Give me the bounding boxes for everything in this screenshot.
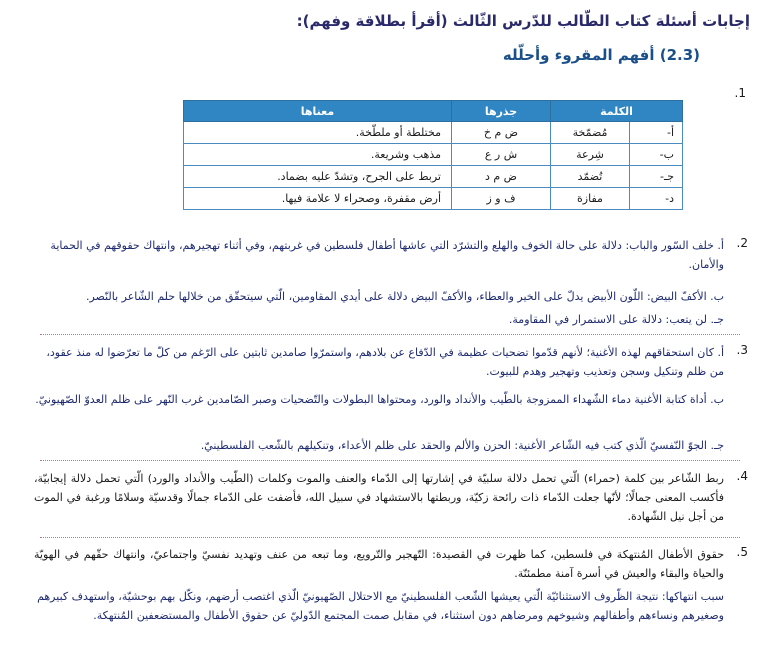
row-root: ض م د [452,166,551,188]
question-2-answer-b: ب. الأكفّ البيض: اللّون الأبيض يدلّ على الخير والعطاء، والأكفّ البيض دلالة على أيدي المقاومين، الّتي سيتحقّق من خلالها حلم الشّاعر بالنّصر. [85,290,724,303]
column-header-word: الكلمة [551,101,683,122]
table-row [184,122,683,144]
question-5-answer: حقوق الأطفال المُنتهكة في فلسطين، كما ظهرت في القصيدة: التّهجير والتّرويع، وما تبعه من عنف وتهديد نفسيّ واجتماعيّ، وانتهاك حقّهم في الهويّة والحياة والبقاء والعيش في أسرة آمنة مطمئنّة. [34,548,724,580]
question-3-answer-a: أ. كان استحقاقهم لهذه الأغنية؛ لأنهم قدّموا تضحيات عظيمة في الدّفاع عن بلادهم، واستمرّوا صامدين ثابتين على الرّغم من كلّ ما تعرّضوا له منذ عقود، من ظلم وتنكيل وسجن وتعذيب وتهجير وهدم للبيوت. [46,346,724,378]
row-meaning: مذهب وشريعة. [184,144,452,166]
question-2-answer-a: أ. خلف السّور والباب: دلالة على حالة الخوف والهلع والتشرّد التي عاشها أطفال فلسطين في غربتهم، وفي أثناء تهجيرهم، وانتهاك حقوقهم في الحماية والأمان. [50,239,724,271]
row-letter: د- [630,188,683,210]
table-row [184,144,683,166]
question-4-answer: ربط الشّاعر بين كلمة (حمراء) الّتي تحمل دلالة سلبيّة في إشارتها إلى الدّماء والعنف والموت وكلمات (الطّيب والأنداد والورد) الّتي تحمل دلالة إيجابيّة، فأكسب المعنى جمالًا؛ لأنّها جعلت الدّماء ذات رائحة زكيّة، وربطتها بالاستشهاد في سبيل الله، فأضفت على الدّماء جمالًا وقدسيّة وسلامًا ورغبة في الموت من أجل نيل الشّهادة. [34,472,724,523]
table-row [184,166,683,188]
question-4-number: 4. [736,469,748,483]
row-meaning: أرض مقفرة، وصحراء لا علامة فيها. [184,188,452,210]
question-5-reason: سبب انتهاكها: نتيجة الظّروف الاستثنائيّة الّتي يعيشها الشّعب الفلسطينيّ مع الاحتلال الصّهيونيّ الّذي اغتصب أرضهم، ونكّل بهم بوحشيّة، واستهدف كبيرهم وصغيرهم ونساءهم وأطفالهم وشيوخهم ومرضاهم دون استثناء، في مقابل صمت المجتمع الدّوليّ عن حقوق الأطفال والمستضعفين المُنتهكة. [37,590,724,622]
row-letter: أ- [630,122,683,144]
row-word: شِرعة [551,144,630,166]
question-2-number: 2. [736,236,748,250]
divider [40,334,740,335]
question-2-answer-c: جـ. لن يتعب: دلالة على الاستمرار في المقاومة. [508,313,724,326]
row-root: ش ر ع [452,144,551,166]
question-5-number: 5. [736,545,748,559]
divider [40,460,740,461]
row-word: مفازة [551,188,630,210]
table-header-row [184,101,683,122]
column-header-meaning: معناها [184,101,452,122]
section-title: (2.3) أفهم المقروء وأحلّله [502,46,700,64]
row-meaning: مختلطة أو ملطّخة. [184,122,452,144]
row-letter: ب- [630,144,683,166]
divider [40,537,740,538]
question-1-number: 1. [734,86,746,100]
question-3-answer-b: ب. أداة كتابة الأغنية دماء الشّهداء الممزوجة بالطّيب والأنداد والورد، ومحتواها البطولات والتّضحيات وصبر الصّامدين غرب النّهر على ظلم العدوّ الصّهيونيّ. [35,393,724,406]
question-3-answer-c: جـ. الجوّ النّفسيّ الّذي كتب فيه الشّاعر الأغنية: الحزن والألم والحقد على ظلم الأعداء، وتنكيلهم بالشّعب الفلسطينيّ. [200,439,724,452]
table-row [184,188,683,210]
row-word: تُضمّد [551,166,630,188]
row-root: ف و ز [452,188,551,210]
row-word: مُضمّخة [551,122,630,144]
row-meaning: تربط على الجرح، وتشدّ عليه بضماد. [184,166,452,188]
question-3-number: 3. [736,343,748,357]
row-letter: جـ- [630,166,683,188]
column-header-root: جذرها [452,101,551,122]
row-root: ض م خ [452,122,551,144]
page-title: إجابات أسئلة كتاب الطّالب للدّرس الثّالث (أقرأ بطلاقة وفهم): [296,12,750,30]
vocabulary-table [183,100,683,210]
